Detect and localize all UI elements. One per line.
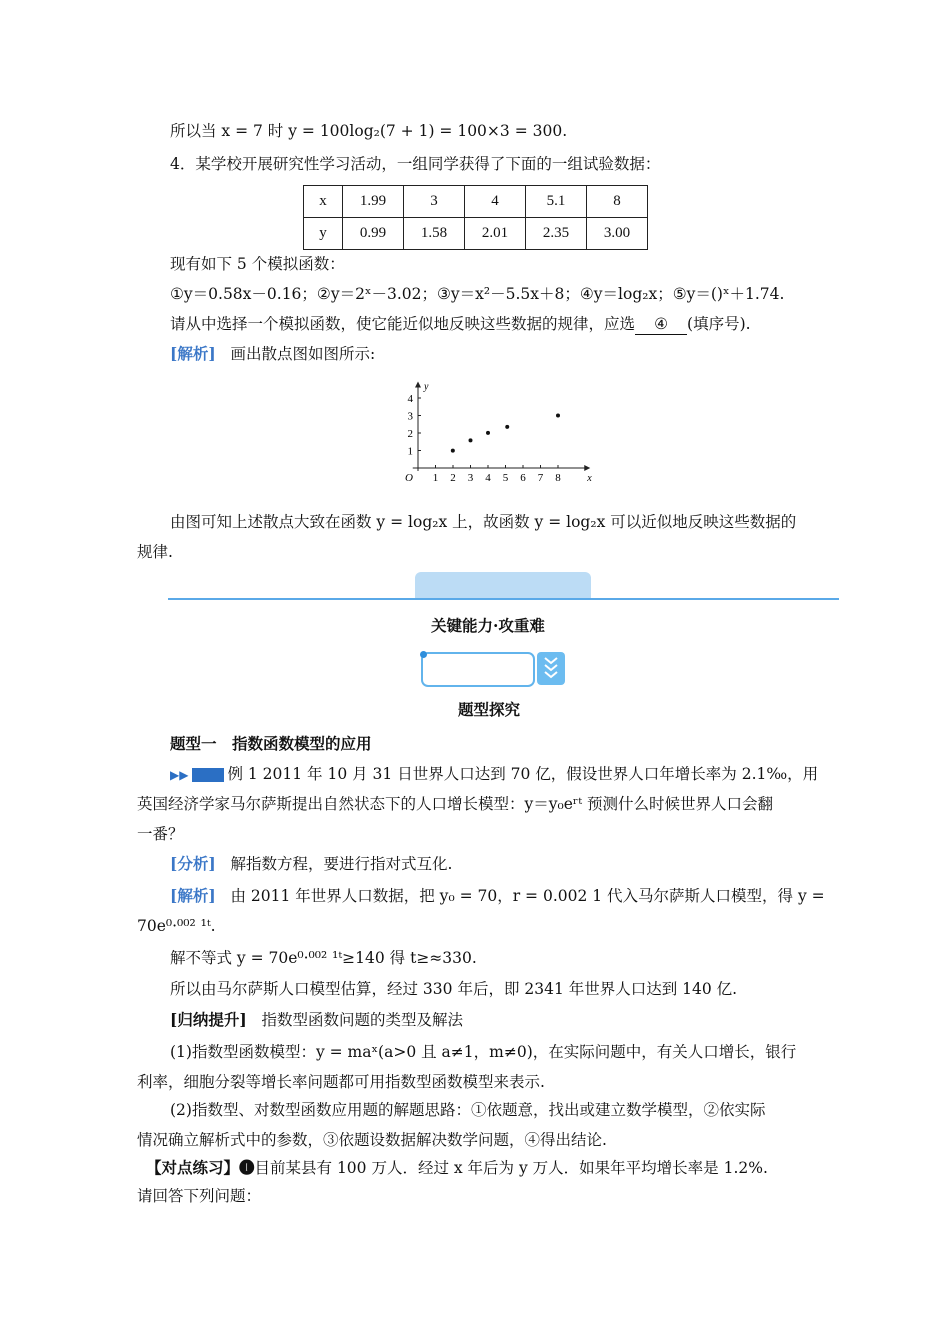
x-tick-label: 8 bbox=[555, 472, 561, 484]
section-tab bbox=[415, 572, 591, 599]
jiexi-tag: [解析] bbox=[170, 344, 216, 363]
table-cell: 2.01 bbox=[465, 218, 526, 250]
fenxi-tag: [分析] bbox=[170, 854, 216, 873]
table-cell: 3.00 bbox=[587, 218, 648, 250]
data-point bbox=[451, 449, 455, 453]
table-cell: x bbox=[304, 186, 343, 218]
chevron-down-icon bbox=[537, 652, 565, 685]
y-axis-arrow bbox=[415, 382, 421, 388]
practice-tag: 【对点练习】❶ bbox=[146, 1158, 255, 1177]
solve-line: 解不等式 y = 70e⁰·⁰⁰² ¹ᵗ≥140 得 t≥≈330. bbox=[170, 949, 477, 967]
type-heading: 题型一 指数函数模型的应用 bbox=[170, 734, 372, 753]
summary-1a: (1)指数型函数模型：y = maˣ(a>0 且 a≠1，m≠0)，在实际问题中，有关人口增长，银行 bbox=[170, 1043, 797, 1061]
section-subtitle: 题型探究 bbox=[458, 700, 521, 719]
frame-dot bbox=[420, 651, 427, 658]
x-axis-arrow bbox=[584, 465, 590, 471]
summary-tag: [归纳提升] bbox=[170, 1010, 247, 1029]
table-row-x bbox=[304, 186, 648, 218]
summary-1b: 利率，细胞分裂等增长率问题都可用指数型函数模型来表示. bbox=[137, 1073, 545, 1091]
y-tick-label: 3 bbox=[407, 410, 413, 423]
practice-line-2: 请回答下列问题： bbox=[137, 1187, 262, 1205]
x-tick-label: 4 bbox=[485, 472, 491, 484]
jiexi-line bbox=[170, 344, 375, 364]
conclusion-line-1: 由图可知上述散点大致在函数 y = log₂x 上，故函数 y = log₂x 可以近似地反映这些数据的 bbox=[170, 513, 797, 531]
table-cell: 3 bbox=[404, 186, 465, 218]
y-tick-label: 4 bbox=[407, 393, 413, 405]
summary-2a: (2)指数型、对数型函数应用题的解题思路：①依题意，找出或建立数学模型，②依实际 bbox=[170, 1101, 766, 1119]
double-arrow-icon: ▶▶ bbox=[170, 768, 189, 782]
x-tick-label: 7 bbox=[537, 472, 544, 484]
summary-title: 指数型函数问题的类型及解法 bbox=[261, 1011, 463, 1029]
y-axis-label: y bbox=[424, 381, 429, 393]
jiexi-tag-2: [解析] bbox=[170, 886, 216, 905]
x-tick-label: 5 bbox=[502, 472, 509, 484]
table-cell: 2.35 bbox=[526, 218, 587, 250]
practice-line-1 bbox=[146, 1158, 768, 1178]
models-intro: 现有如下 5 个模拟函数： bbox=[170, 255, 345, 273]
conclusion-line-2: 规律. bbox=[137, 543, 173, 561]
x-tick-label: 3 bbox=[467, 472, 474, 484]
fenxi-text: 解指数方程，要进行指对式互化. bbox=[230, 855, 453, 873]
data-point bbox=[505, 425, 509, 429]
scatter-plot bbox=[390, 375, 600, 490]
table-cell: 5.1 bbox=[526, 186, 587, 218]
x-tick-label: 2 bbox=[450, 472, 456, 484]
jiexi-text: 画出散点图如图所示: bbox=[230, 345, 376, 363]
example-badge bbox=[192, 768, 224, 782]
jiexi-text-1: 由 2011 年世界人口数据，把 y₀ = 70，r = 0.002 1 代入马尔萨斯人口模型，得 y = bbox=[230, 887, 825, 905]
data-point bbox=[556, 414, 560, 418]
summary-2b: 情况确立解析式中的参数，③依题设数据解决数学问题，④得出结论. bbox=[137, 1131, 607, 1149]
jiexi-line-1 bbox=[170, 886, 825, 906]
result-line: 所以由马尔萨斯人口模型估算，经过 330 年后，即 2341 年世界人口达到 140 亿. bbox=[170, 980, 738, 998]
data-table bbox=[303, 185, 648, 250]
question-suffix: (填序号). bbox=[687, 315, 751, 333]
section-divider bbox=[168, 598, 839, 600]
table-cell: 1.58 bbox=[404, 218, 465, 250]
answer-blank: ④ bbox=[635, 314, 687, 335]
section-frame bbox=[421, 652, 535, 687]
y-tick-label: 1 bbox=[407, 445, 413, 458]
summary-heading bbox=[170, 1010, 463, 1030]
question-line bbox=[170, 314, 751, 335]
question-text: 请从中选择一个模拟函数，使它能近似地反映这些数据的规律，应选 bbox=[170, 315, 636, 333]
table-cell: 8 bbox=[587, 186, 648, 218]
models-list: ①y＝0.58x－0.16；②y＝2ˣ－3.02；③y＝x²－5.5x＋8；④y＝log₂x；⑤y＝()ˣ＋1.74. bbox=[170, 285, 785, 303]
practice-text-1: 目前某县有 100 万人．经过 x 年后为 y 万人．如果年平均增长率是 1.2%. bbox=[254, 1159, 768, 1177]
example-line-1 bbox=[170, 764, 818, 785]
data-point bbox=[469, 438, 473, 442]
origin-label: O bbox=[405, 472, 413, 484]
x-axis-label: x bbox=[587, 473, 592, 484]
data-point bbox=[486, 431, 490, 435]
table-row-y bbox=[304, 218, 648, 250]
section-title: 关键能力·攻重难 bbox=[431, 616, 545, 635]
jiexi-line-2: 70e⁰·⁰⁰² ¹ᵗ. bbox=[137, 917, 216, 935]
example-line-3: 一番？ bbox=[137, 825, 184, 843]
x-tick-label: 6 bbox=[520, 472, 526, 484]
y-tick-label: 2 bbox=[407, 428, 413, 440]
table-cell: 4 bbox=[465, 186, 526, 218]
table-cell: 1.99 bbox=[343, 186, 404, 218]
example-text-1: 例 1 2011 年 10 月 31 日世界人口达到 70 亿，假设世界人口年增长率为 2.1‰，用 bbox=[227, 765, 819, 783]
example-line-2: 英国经济学家马尔萨斯提出自然状态下的人口增长模型：y＝y₀eʳᵗ 预测什么时候世界人口会翻 bbox=[137, 795, 774, 813]
table-cell: y bbox=[304, 218, 343, 250]
table-cell: 0.99 bbox=[343, 218, 404, 250]
problem-4-stem: 4．某学校开展研究性学习活动，一组同学获得了下面的一组试验数据： bbox=[170, 155, 661, 173]
x-tick-label: 1 bbox=[432, 472, 439, 484]
previous-line: 所以当 x = 7 时 y = 100log₂(7 + 1) = 100×3 = 300. bbox=[170, 122, 568, 140]
fenxi-line bbox=[170, 854, 452, 874]
